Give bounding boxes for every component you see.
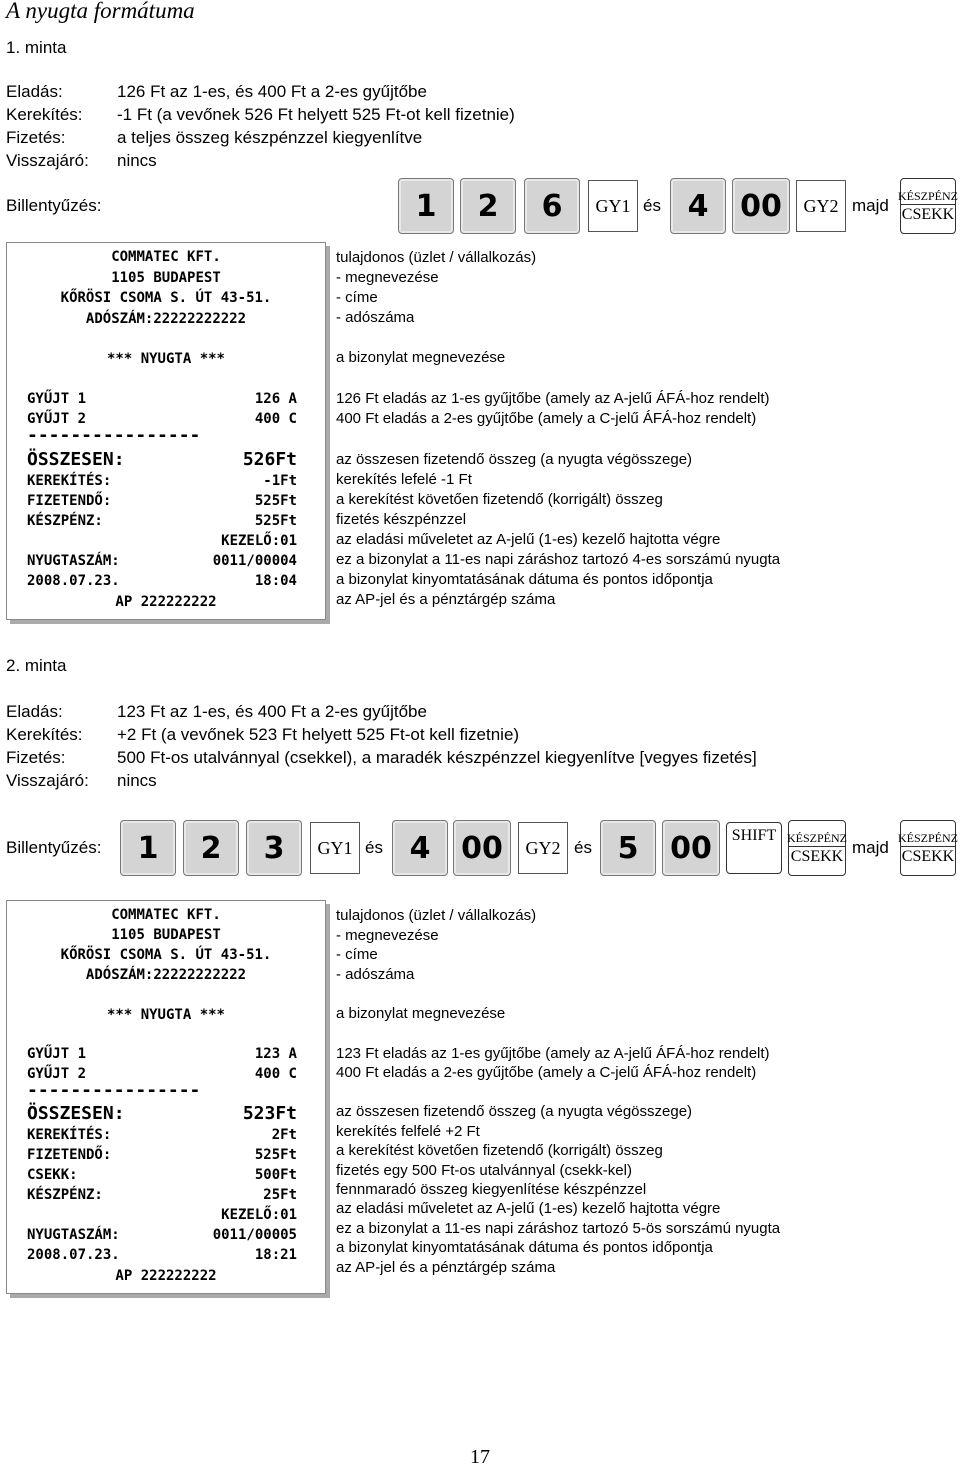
desc-line: - adószáma (336, 309, 415, 326)
receipt-label: NYUGTASZÁM: (27, 1227, 120, 1243)
desc-line: a kerekítést követően fizetendő (korrigált) összeg (336, 1142, 663, 1159)
key-line: KÉSZPÉNZ (898, 188, 958, 203)
receipt-separator: ---------------- (27, 1080, 201, 1101)
receipt-total-value: 523Ft (242, 1103, 297, 1124)
receipt-value: 500Ft (254, 1167, 297, 1183)
receipt-header-line: KŐRÖSI CSOMA S. ÚT 43-51. (60, 947, 272, 963)
key-5[interactable]: 5 (600, 820, 656, 876)
desc-line: tulajdonos (üzlet / vállalkozás) (336, 907, 537, 924)
desc-line: a kerekítést követően fizetendő (korrigált) összeg (336, 491, 663, 508)
info-key: Eladás: (6, 702, 63, 721)
key-gy2[interactable]: GY2 (518, 822, 568, 874)
desc-line: ez a bizonylat a 11-es napi záráshoz tartozó 4-es sorszámú nyugta (336, 551, 781, 568)
word-es: és (574, 838, 592, 857)
receipt-header-line: ADÓSZÁM:22222222222 (85, 311, 247, 327)
keys-label: Billentyűzés: (6, 196, 102, 215)
example-1-title: 1. minta (6, 38, 67, 57)
receipt-value: 400 C (254, 411, 297, 427)
info-value: 126 Ft az 1-es, és 400 Ft a 2-es gyűjtőbe (117, 82, 427, 101)
info-key: Eladás: (6, 82, 63, 101)
key-1[interactable]: 1 (120, 820, 176, 876)
desc-line: 126 Ft eladás az 1-es gyűjtőbe (amely az A-jelű ÁFÁ-hoz rendelt) (336, 390, 770, 407)
desc-line: - megnevezése (336, 269, 439, 286)
desc-line: az eladási műveletet az A-jelű (1-es) kezelő hajtotta végre (336, 531, 721, 548)
receipt-total-value: 526Ft (242, 449, 297, 470)
info-value: 500 Ft-os utalvánnyal (csekkel), a maradék készpénzzel kiegyenlítve [vegyes fizetés] (117, 748, 757, 767)
desc-line: tulajdonos (üzlet / vállalkozás) (336, 249, 537, 266)
receipt-header-line: 1105 BUDAPEST (111, 927, 221, 943)
key-00[interactable]: 00 (453, 820, 511, 876)
receipt-total-label: ÖSSZESEN: (27, 449, 125, 470)
key-6[interactable]: 6 (524, 178, 580, 234)
receipt-header-line: COMMATEC KFT. (111, 249, 221, 265)
receipt-kezelo: KEZELŐ:01 (221, 533, 297, 549)
receipt-header-line: KŐRÖSI CSOMA S. ÚT 43-51. (60, 290, 272, 306)
receipt-value: 123 A (254, 1046, 297, 1062)
info-value: nincs (117, 771, 157, 790)
key-1[interactable]: 1 (398, 178, 454, 234)
receipt-value: 0011/00004 (212, 553, 297, 569)
key-shift[interactable]: SHIFT (726, 822, 782, 874)
desc-line: - címe (336, 289, 378, 306)
word-majd: majd (852, 838, 889, 857)
info-key: Fizetés: (6, 128, 66, 147)
key-line: KÉSZPÉNZ (787, 830, 847, 845)
receipt-value: -1Ft (263, 473, 297, 489)
receipt-value: 0011/00005 (212, 1227, 297, 1243)
receipt-label: GYŰJT 1 (27, 391, 87, 407)
desc-line: fennmaradó összeg kiegyenlítése készpénzzel (336, 1181, 647, 1198)
key-3[interactable]: 3 (246, 820, 302, 876)
receipt-ap: AP 222222222 (115, 594, 217, 610)
receipt-header-line: COMMATEC KFT. (111, 907, 221, 923)
receipt-value: 525Ft (254, 1147, 297, 1163)
example-2-title: 2. minta (6, 656, 67, 675)
receipt-label: GYŰJT 1 (27, 1046, 87, 1062)
receipt-time: 18:04 (254, 573, 297, 589)
info-value: nincs (117, 151, 157, 170)
desc-line: - megnevezése (336, 927, 439, 944)
info-value: -1 Ft (a vevőnek 526 Ft helyett 525 Ft-ot kell fizetnie) (117, 105, 515, 124)
receipt-value: 400 C (254, 1066, 297, 1082)
receipt-value: 525Ft (254, 493, 297, 509)
info-key: Kerekítés: (6, 725, 83, 744)
receipt-date: 2008.07.23. (27, 1247, 120, 1263)
desc-line: az összesen fizetendő összeg (a nyugta végösszege) (336, 1103, 693, 1120)
receipt-label: CSEKK: (27, 1167, 78, 1183)
receipt-total-label: ÖSSZESEN: (27, 1103, 125, 1124)
receipt-time: 18:21 (254, 1247, 297, 1263)
desc-line: ez a bizonylat a 11-es napi záráshoz tartozó 5-ös sorszámú nyugta (336, 1220, 781, 1237)
receipt-label: FIZETENDŐ: (27, 493, 112, 509)
key-gy1[interactable]: GY1 (588, 180, 638, 232)
receipt-date: 2008.07.23. (27, 573, 120, 589)
page-number: 17 (470, 1446, 490, 1468)
receipt-value: 2Ft (271, 1127, 297, 1143)
example-2-keystrokes (0, 818, 960, 878)
info-key: Kerekítés: (6, 105, 83, 124)
receipt-header-line: ADÓSZÁM:22222222222 (85, 967, 247, 983)
key-line: CSEKK (790, 847, 844, 865)
page-heading: A nyugta formátuma (6, 0, 195, 23)
info-value: 123 Ft az 1-es, és 400 Ft a 2-es gyűjtőbe (117, 702, 427, 721)
receipt-header-line: 1105 BUDAPEST (111, 270, 221, 286)
receipt-label: NYUGTASZÁM: (27, 553, 120, 569)
info-key: Fizetés: (6, 748, 66, 767)
desc-line: 123 Ft eladás az 1-es gyűjtőbe (amely az A-jelű ÁFÁ-hoz rendelt) (336, 1045, 770, 1062)
desc-line: az eladási műveletet az A-jelű (1-es) kezelő hajtotta végre (336, 1200, 721, 1217)
desc-line: kerekítés felfelé +2 Ft (336, 1123, 480, 1140)
desc-line: fizetés készpénzzel (336, 511, 467, 528)
keys-label: Billentyűzés: (6, 838, 102, 857)
receipt-title: *** NYUGTA *** (106, 1007, 225, 1023)
desc-line: - adószáma (336, 966, 415, 983)
receipt-kezelo: KEZELŐ:01 (221, 1207, 297, 1223)
receipt-label: FIZETENDŐ: (27, 1147, 112, 1163)
word-majd: majd (852, 196, 889, 215)
example-1-keystrokes (0, 176, 960, 236)
desc-line: a bizonylat kinyomtatásának dátuma és pontos időpontja (336, 571, 713, 588)
key-00[interactable]: 00 (662, 820, 720, 876)
word-es: és (365, 838, 383, 857)
key-line: CSEKK (901, 205, 955, 223)
desc-line: kerekítés lefelé -1 Ft (336, 471, 472, 488)
key-00[interactable]: 00 (732, 178, 790, 234)
desc-line: 400 Ft eladás a 2-es gyűjtőbe (amely a C-jelű ÁFÁ-hoz rendelt) (336, 410, 757, 427)
receipt-2 (6, 900, 326, 1294)
desc-line: 400 Ft eladás a 2-es gyűjtőbe (amely a C-jelű ÁFÁ-hoz rendelt) (336, 1064, 757, 1081)
receipt-title: *** NYUGTA *** (106, 351, 225, 367)
desc-line: fizetés egy 500 Ft-os utalvánnyal (csekk-kel) (336, 1162, 632, 1179)
receipt-label: KEREKÍTÉS: (27, 473, 112, 489)
key-gy1[interactable]: GY1 (310, 822, 360, 874)
receipt-value: 25Ft (263, 1187, 297, 1203)
receipt-label: KEREKÍTÉS: (27, 1127, 112, 1143)
desc-line: az AP-jel és a pénztárgép száma (336, 591, 556, 608)
receipt-label: GYŰJT 2 (27, 1066, 87, 1082)
receipt-1 (6, 242, 326, 620)
key-keszpenz-csekk[interactable] (788, 820, 846, 876)
desc-line: az AP-jel és a pénztárgép száma (336, 1259, 556, 1276)
info-key: Visszajáró: (6, 151, 89, 170)
key-keszpenz-csekk[interactable] (900, 178, 956, 234)
info-value: a teljes összeg készpénzzel kiegyenlítve (117, 128, 423, 147)
receipt-label: KÉSZPÉNZ: (27, 513, 103, 529)
desc-line: - címe (336, 946, 378, 963)
key-2[interactable]: 2 (183, 820, 239, 876)
desc-line: a bizonylat megnevezése (336, 1005, 506, 1022)
desc-line: a bizonylat kinyomtatásának dátuma és pontos időpontja (336, 1239, 713, 1256)
key-gy2[interactable]: GY2 (796, 180, 846, 232)
word-es: és (643, 196, 661, 215)
receipt-value: 525Ft (254, 513, 297, 529)
key-4[interactable]: 4 (392, 820, 448, 876)
key-4[interactable]: 4 (670, 178, 726, 234)
receipt-label: GYŰJT 2 (27, 411, 87, 427)
key-line: CSEKK (901, 847, 955, 865)
key-2[interactable]: 2 (460, 178, 516, 234)
receipt-separator: ---------------- (27, 425, 201, 446)
desc-line: a bizonylat megnevezése (336, 349, 506, 366)
receipt-value: 126 A (254, 391, 297, 407)
key-keszpenz-csekk[interactable] (900, 820, 956, 876)
info-key: Visszajáró: (6, 771, 89, 790)
key-line: KÉSZPÉNZ (898, 830, 958, 845)
desc-line: az összesen fizetendő összeg (a nyugta végösszege) (336, 451, 693, 468)
info-value: +2 Ft (a vevőnek 523 Ft helyett 525 Ft-ot kell fizetnie) (117, 725, 520, 744)
receipt-ap: AP 222222222 (115, 1268, 217, 1284)
receipt-label: KÉSZPÉNZ: (27, 1187, 103, 1203)
